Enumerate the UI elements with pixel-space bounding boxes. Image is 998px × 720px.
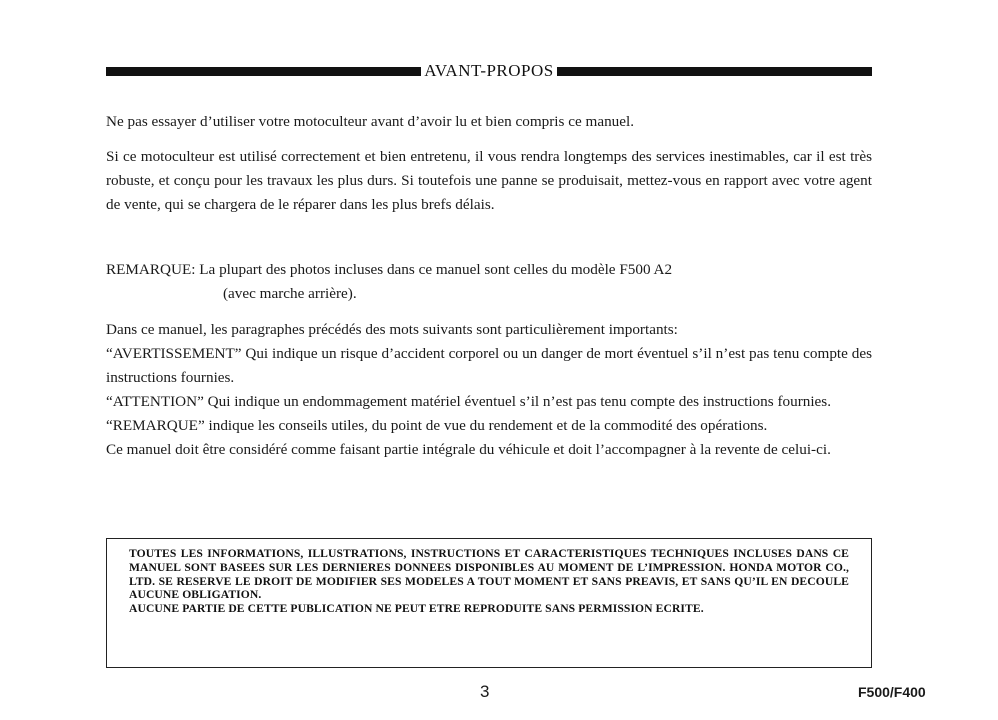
section-header [106, 58, 872, 84]
notice-paragraph-2: AUCUNE PARTIE DE CETTE PUBLICATION NE PEUT ETRE REPRODUITE SANS PERMISSION ECRITE. [129, 602, 704, 616]
definitions-intro: Dans ce manuel, les paragraphes précédés des mots suivants sont particulièrement importants: [106, 321, 678, 338]
remarque-block [106, 258, 872, 306]
legal-notice-box [106, 538, 872, 668]
remarque-line-2: (avec marche arrière). [223, 285, 357, 302]
definitions-block [106, 318, 872, 462]
definition-remarque: “REMARQUE” indique les conseils utiles, du point de vue du rendement et de la commodité des opérations. [106, 417, 768, 434]
page-number: 3 [480, 682, 490, 701]
right-rule [557, 67, 872, 76]
page-title: AVANT-PROPOS [424, 61, 554, 80]
definition-avertissement: “AVERTISSEMENT” Qui indique un risque d’accident corporel ou un danger de mort éventuel s’il n’est pas tenu compte des instructions fournies. [106, 345, 872, 386]
remarque-line-1: La plupart des photos incluses dans ce manuel sont celles du modèle F500 A2 [199, 261, 673, 278]
left-rule [106, 67, 421, 76]
definition-attention: “ATTENTION” Qui indique un endommagement matériel éventuel s’il n’est pas tenu compte des instructions fournies. [106, 393, 832, 410]
notice-paragraph-1: TOUTES LES INFORMATIONS, ILLUSTRATIONS, INSTRUCTIONS ET CARACTERISTIQUES TECHNIQUES INCLUSES DANS CE MANUEL SONT BASEES SUR LES DERNIERES DONNEES DISPONIBLES AU MOMENT DE L’IMPRESSION. HONDA MOTOR CO., LTD. SE RESERVE LE DROIT DE MODIFIER SES MODELES A TOUT MOMENT ET SANS PREAVIS, ET SANS QU’IL EN DECOULE AUCUNE OBLIGATION. [129, 547, 849, 602]
remarque-label: REMARQUE: [106, 261, 196, 278]
intro-paragraph-2: Si ce motoculteur est utilisé correctement et bien entretenu, il vous rendra longtemps des services inestimables, car il est très robuste, et conçu pour les travaux les plus durs. Si toutefois une panne se produisait, mettez-vous en rapport avec votre agent de vente, qui se chargera de le réparer dans les plus brefs délais. [106, 148, 872, 213]
model-label: F500/F400 [858, 684, 926, 700]
intro-paragraph-1: Ne pas essayer d’utiliser votre motoculteur avant d’avoir lu et bien compris ce manuel. [106, 113, 635, 130]
integral-note: Ce manuel doit être considéré comme faisant partie intégrale du véhicule et doit l’accompagner à la revente de celui-ci. [106, 441, 831, 458]
